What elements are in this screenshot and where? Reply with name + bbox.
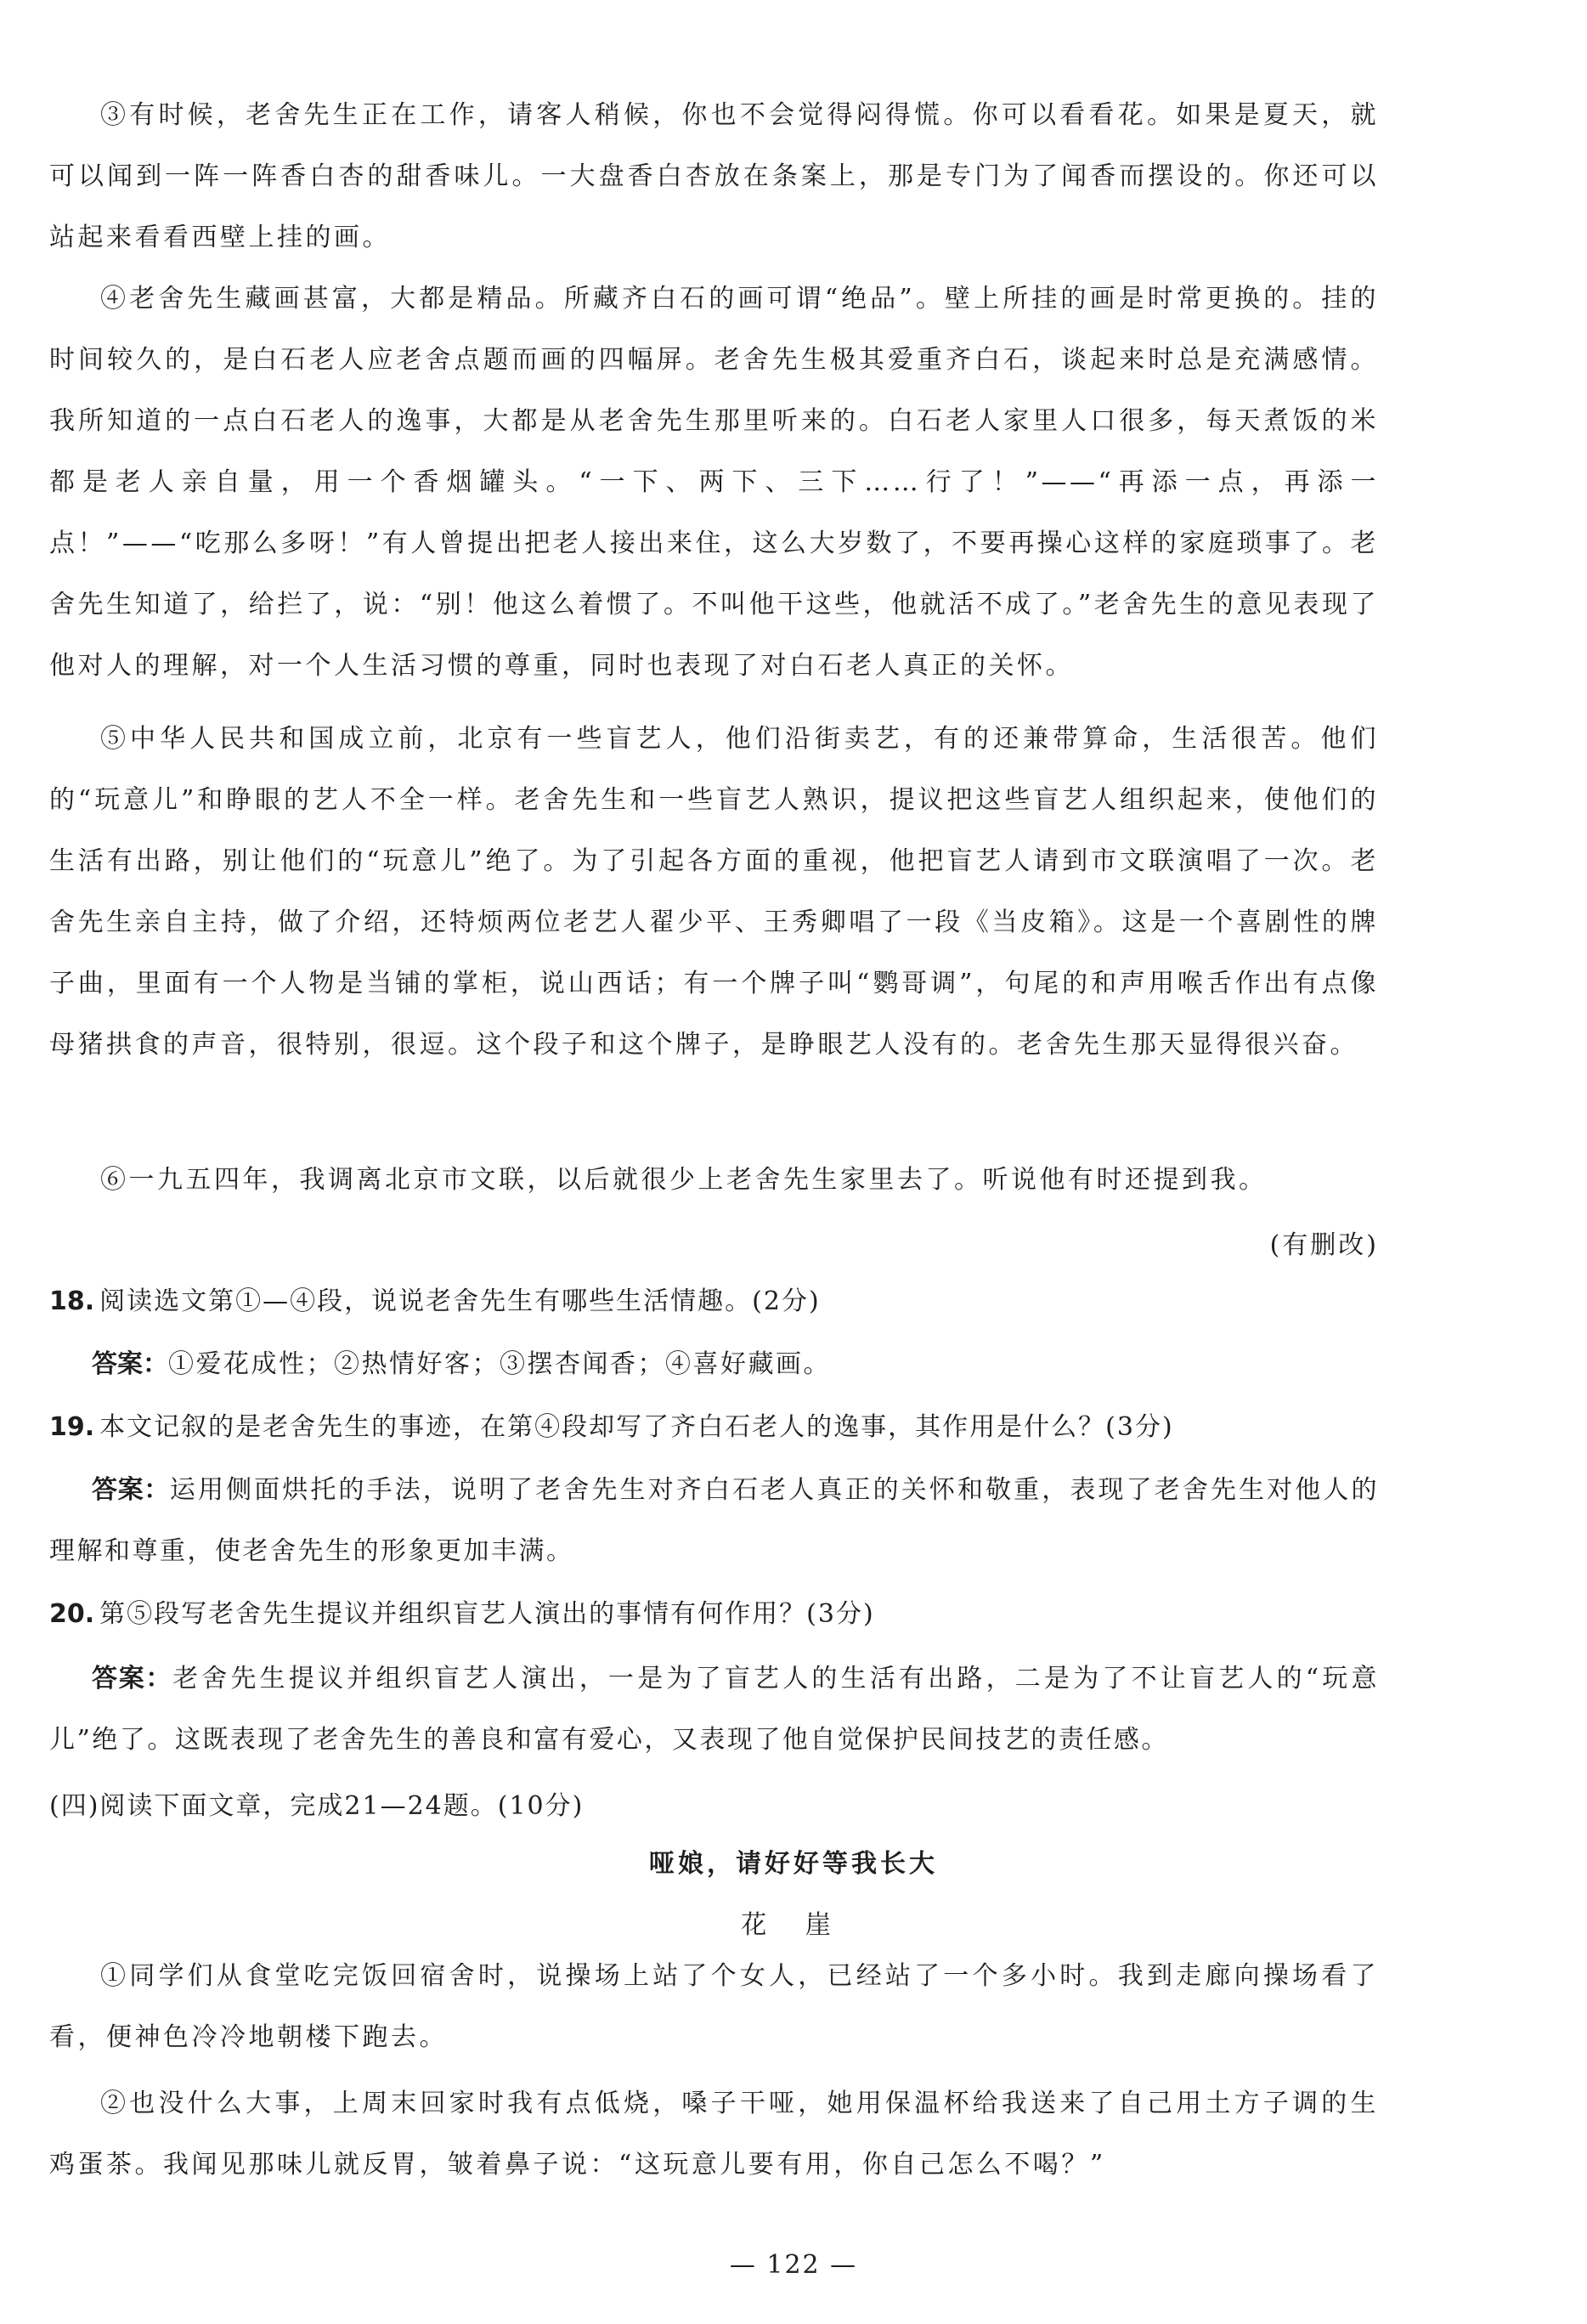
- paragraph-3: ③有时候，老舍先生正在工作，请客人稍候，你也不会觉得闷得慌。你可以看看花。如果是夏天，就可以闻到一阵一阵香白杏的甜香味儿。一大盘香白杏放在条案上，那是专门为了闻香而摆设的。你还可以站起来看看西壁上挂的画。: [49, 100, 1379, 252]
- answer-label: 答案：: [92, 1349, 168, 1379]
- paragraph-5: ⑤中华人民共和国成立前，北京有一些盲艺人，他们沿街卖艺，有的还兼带算命，生活很苦。他们的“玩意儿”和睁眼的艺人不全一样。老舍先生和一些盲艺人熟识，提议把这些盲艺人组织起来，使他们的生活有出路，别让他们的“玩意儿”绝了。为了引起各方面的重视，他把盲艺人请到市文联演唱了一次。老舍先生亲自主持，做了介绍，还特烦两位老艺人翟少平、王秀卿唱了一段《当皮箱》。这是一个喜剧性的牌子曲，里面有一个人物是当铺的掌柜，说山西话；有一个牌子叫“鹦哥调”，句尾的和声用喉舌作出有点像母猪拱食的声音，很特别，很逗。这个段子和这个牌子，是睁眼艺人没有的。老舍先生那天显得很兴奋。: [49, 724, 1379, 1060]
- source-note: (有删改): [1269, 1230, 1379, 1260]
- page-number: — 122 —: [729, 2250, 858, 2280]
- section-heading: (四)阅读下面文章，完成21—24题。(10分): [49, 1791, 585, 1821]
- paragraph-4: ④老舍先生藏画甚富，大都是精品。所藏齐白石的画可谓“绝品”。壁上所挂的画是时常更换的。挂的时间较久的，是白石老人应老舍点题而画的四幅屏。老舍先生极其爱重齐白石，谈起来时总是充满感情。我所知道的一点白石老人的逸事，大都是从老舍先生那里听来的。白石老人家里人口很多，每天煮饭的米都是老人亲自量，用一个香烟罐头。“一下、两下、三下……行了！”——“再添一点，再添一点！”——“吃那么多呀！”有人曾提出把老人接出来住，这么大岁数了，不要再操心这样的家庭琐事了。老舍先生知道了，给拦了，说：“别！他这么着惯了。不叫他干这些，他就活不成了。”老舍先生的意见表现了他对人的理解，对一个人生活习惯的尊重，同时也表现了对白石老人真正的关怀。: [49, 284, 1379, 681]
- answer-20: [49, 1648, 1379, 1771]
- answer-18: [49, 1334, 1379, 1395]
- question-19: [49, 1397, 1383, 1458]
- answer-label: 答案：: [92, 1664, 173, 1694]
- question-text: 本文记叙的是老舍先生的事迹，在第④段却写了齐白石老人的逸事，其作用是什么？(3分): [99, 1412, 1174, 1442]
- paragraph-6: ⑥一九五四年，我调离北京市文联，以后就很少上老舍先生家里去了。听说他有时还提到我。: [100, 1165, 1268, 1195]
- question-18: [49, 1271, 1383, 1332]
- answer-label: 答案：: [92, 1475, 170, 1505]
- question-20: [49, 1584, 1383, 1645]
- question-text: 阅读选文第①—④段，说说老舍先生有哪些生活情趣。(2分): [99, 1286, 821, 1316]
- article-paragraph-2: ②也没什么大事，上周末回家时我有点低烧，嗓子干哑，她用保温杯给我送来了自己用土方子调的生鸡蛋茶。我闻见那味儿就反胃，皱着鼻子说：“这玩意儿要有用，你自己怎么不喝？”: [49, 2089, 1379, 2180]
- answer-text: ①爱花成性；②热情好客；③摆杏闻香；④喜好藏画。: [168, 1349, 831, 1379]
- question-number: 19.: [49, 1412, 95, 1442]
- article-author: 花 崖: [741, 1910, 846, 1940]
- article-title: 哑娘，请好好等我长大: [649, 1849, 938, 1879]
- question-text: 第⑤段写老舍先生提议并组织盲艺人演出的事情有何作用？(3分): [99, 1599, 875, 1629]
- answer-text: 老舍先生提议并组织盲艺人演出，一是为了盲艺人的生活有出路，二是为了不让盲艺人的“玩意儿”绝了。这既表现了老舍先生的善良和富有爱心，又表现了他自觉保护民间技艺的责任感。: [49, 1664, 1379, 1755]
- answer-19: [49, 1460, 1379, 1582]
- article-paragraph-1: ①同学们从食堂吃完饭回宿舍时，说操场上站了个女人，已经站了一个多小时。我到走廊向操场看了看，便神色冷冷地朝楼下跑去。: [49, 1961, 1379, 2052]
- answer-text: 运用侧面烘托的手法，说明了老舍先生对齐白石老人真正的关怀和敬重，表现了老舍先生对他人的理解和尊重，使老舍先生的形象更加丰满。: [49, 1475, 1380, 1566]
- question-number: 18.: [49, 1286, 95, 1316]
- question-number: 20.: [49, 1599, 95, 1629]
